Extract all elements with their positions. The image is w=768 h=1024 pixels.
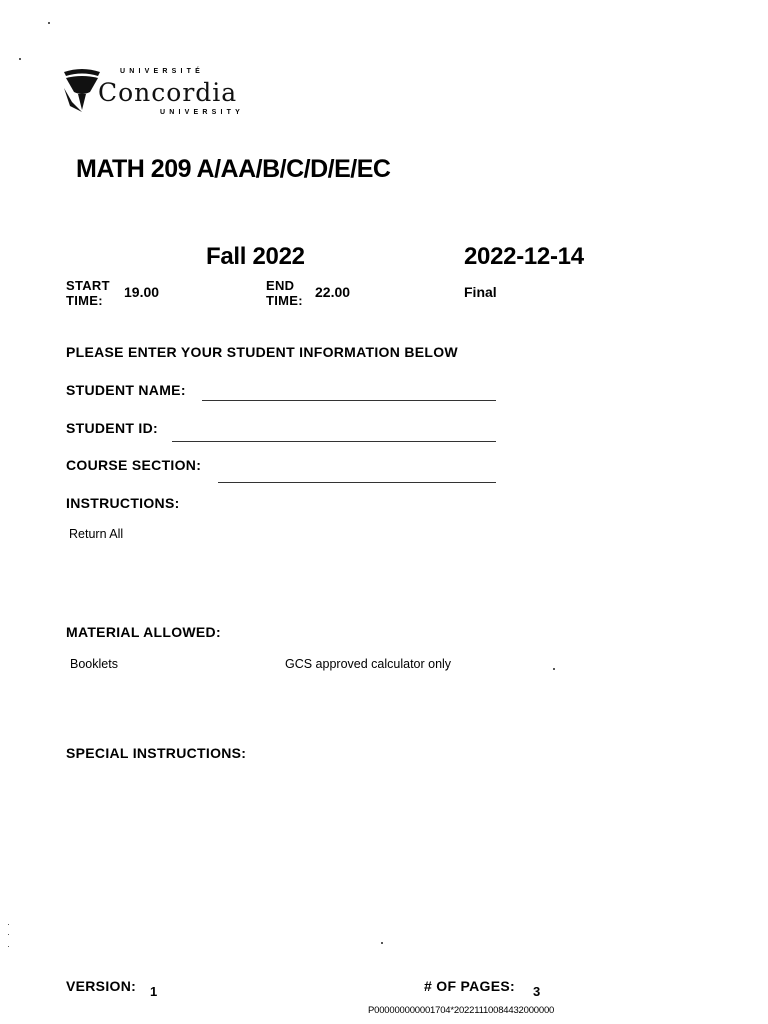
exam-date: 2022-12-14 xyxy=(464,243,584,270)
course-section-field[interactable] xyxy=(218,482,496,483)
document-code: P000000000001704*20221110084432000000 xyxy=(368,1005,555,1016)
material-item: Booklets xyxy=(70,657,118,671)
scan-speck xyxy=(8,934,9,935)
exam-type: Final xyxy=(464,284,497,300)
pages-value: 3 xyxy=(533,984,541,999)
scan-speck xyxy=(48,22,50,24)
concordia-logo xyxy=(62,66,262,122)
student-id-field[interactable] xyxy=(172,441,496,442)
start-time-value: 19.00 xyxy=(124,284,160,300)
scan-speck xyxy=(553,668,555,670)
version-label: VERSION: xyxy=(66,978,137,994)
instructions-label: INSTRUCTIONS: xyxy=(66,495,180,511)
exam-term: Fall 2022 xyxy=(206,243,305,270)
material-item: GCS approved calculator only xyxy=(285,657,452,671)
version-value: 1 xyxy=(150,984,158,999)
student-id-label: STUDENT ID: xyxy=(66,420,158,436)
student-name-label: STUDENT NAME: xyxy=(66,382,186,398)
pages-label: # OF PAGES: xyxy=(424,978,515,994)
end-time-value: 22.00 xyxy=(315,284,351,300)
concordia-shield-icon xyxy=(62,66,102,112)
logo-top-text: UNIVERSITÉ xyxy=(120,68,205,75)
student-name-field[interactable] xyxy=(202,400,496,401)
student-info-heading: PLEASE ENTER YOUR STUDENT INFORMATION BELOW xyxy=(66,344,458,360)
special-instructions-label: SPECIAL INSTRUCTIONS: xyxy=(66,745,247,761)
end-time-label: END TIME: xyxy=(266,278,303,308)
scan-speck xyxy=(19,58,21,60)
scan-speck xyxy=(8,946,9,947)
start-time-label: START TIME: xyxy=(66,278,110,308)
material-allowed-label: MATERIAL ALLOWED: xyxy=(66,624,221,640)
course-section-label: COURSE SECTION: xyxy=(66,457,202,473)
course-title: MATH 209 A/AA/B/C/D/E/EC xyxy=(76,155,391,183)
logo-wordmark: Concordia xyxy=(98,78,238,107)
instructions-value: Return All xyxy=(69,527,124,541)
logo-bottom-text: UNIVERSITY xyxy=(160,109,245,116)
scan-speck xyxy=(8,924,9,925)
scan-speck xyxy=(381,942,383,944)
